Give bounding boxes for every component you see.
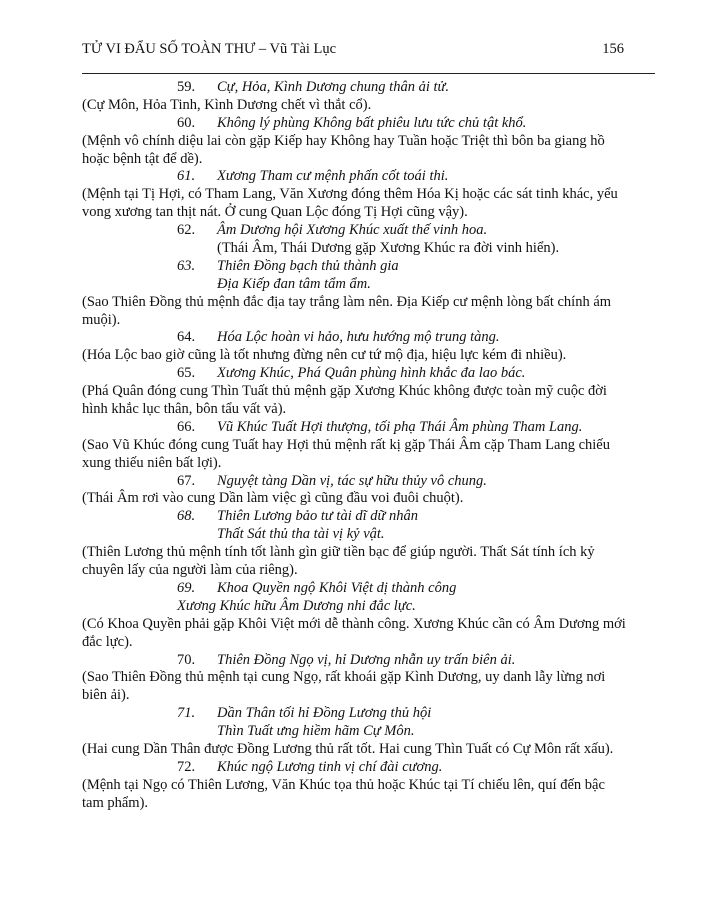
commentary-line: đắc lực).	[82, 633, 133, 650]
verse-text: Vũ Khúc Tuất Hợi thượng, tối phạ Thái Âm phùng Tham Lang.	[217, 418, 583, 435]
verse-line	[82, 329, 655, 347]
verse-number: 64.	[177, 329, 196, 346]
verse-line	[82, 365, 655, 383]
verse-line	[82, 79, 655, 97]
verse-line	[82, 508, 655, 526]
commentary-line: (Sao Thiên Đồng thủ mệnh đắc địa tay trắng làm nên. Địa Kiếp cư mệnh lòng bất chính ám	[82, 293, 612, 310]
verse-text: Xương Khúc, Phá Quân phùng hình khắc đa lao bác.	[217, 365, 526, 382]
verse-text: Nguyệt tàng Dần vị, tác sự hữu thủy vô chung.	[217, 472, 487, 489]
verse-number: 60.	[177, 114, 196, 131]
verse-number: 70.	[177, 651, 196, 668]
verse-text: Không lý phùng Không bất phiêu lưu tức chủ tật khổ.	[217, 114, 527, 131]
commentary-line: (Có Khoa Quyền phải gặp Khôi Việt mới dễ thành công. Xương Khúc cần có Âm Dương mới	[82, 615, 626, 632]
verse-line	[82, 168, 655, 186]
verse-number: 66.	[177, 418, 196, 435]
verse-number: 63.	[177, 257, 196, 274]
verse-line	[82, 652, 655, 670]
verse-continuation: Thất Sát thủ tha tài vị kỷ vật.	[217, 526, 385, 543]
verse-number: 68.	[177, 508, 196, 525]
commentary-line: (Thái Âm rơi vào cung Dần làm việc gì cũng đầu voi đuôi chuột).	[82, 490, 464, 507]
commentary-line: (Hóa Lộc bao giờ cũng là tốt nhưng đừng nên cư tứ mộ địa, hiệu lực kém đi nhiều).	[82, 347, 567, 364]
page-number: 156	[602, 41, 624, 57]
verse-text: Xương Tham cư mệnh phấn cốt toái thi.	[217, 168, 449, 185]
verse-line	[82, 473, 655, 491]
verse-text: Âm Dương hội Xương Khúc xuất thế vinh hoa.	[217, 222, 488, 239]
commentary-line: hình khắc lục thân, bôn tẩu vất vả).	[82, 401, 287, 418]
running-title: TỬ VI ĐẨU SỐ TOÀN THƯ – Vũ Tài Lục	[82, 41, 337, 57]
verse-line	[82, 222, 655, 240]
verse-continuation: Thìn Tuất ưng hiềm hãm Cự Môn.	[217, 723, 415, 740]
verse-gloss: (Thái Âm, Thái Dương gặp Xương Khúc ra đời vinh hiển).	[217, 240, 560, 257]
verse-number: 72.	[177, 758, 196, 775]
verse-continuation: Địa Kiếp đan tâm tẩm ẩm.	[217, 275, 371, 292]
verse-text: Dần Thân tối hỉ Đồng Lương thủ hội	[217, 705, 432, 722]
verse-number: 59.	[177, 79, 196, 95]
commentary-line: muội).	[82, 311, 121, 328]
commentary-line: chuyên lấy của người làm của riêng).	[82, 562, 298, 579]
verse-line	[82, 115, 655, 133]
verse-number: 61.	[177, 168, 196, 185]
verse-continuation: Xương Khúc hữu Âm Dương nhi đắc lực.	[177, 597, 416, 614]
verse-text: Thiên Đồng bạch thủ thành gia	[217, 257, 399, 274]
commentary-line: (Thiên Lương thủ mệnh tính tốt lành gìn giữ tiền bạc để giúp người. Thất Sát tính ích kỷ	[82, 544, 595, 561]
commentary-line: (Sao Vũ Khúc đóng cung Tuất hay Hợi thủ mệnh rất kị gặp Thái Âm cặp Tham Lang chiếu	[82, 436, 610, 453]
verse-text: Thiên Lương bảo tư tài dĩ dữ nhân	[217, 508, 419, 525]
page-body	[82, 79, 655, 813]
verse-number: 62.	[177, 222, 196, 239]
commentary-line: (Mệnh tại Tị Hợi, có Tham Lang, Văn Xương đóng thêm Hóa Kị hoặc các sát tinh khác, yểu	[82, 186, 618, 203]
commentary-line: vong xương tan thịt nát. Ở cung Quan Lộc đóng Tị Hợi cũng vậy).	[82, 204, 468, 221]
commentary-line: (Phá Quân đóng cung Thìn Tuất thủ mệnh gặp Xương Khúc không được toàn mỹ cuộc đời	[82, 383, 607, 400]
verse-number: 71.	[177, 705, 196, 722]
commentary-line: xung thiếu niên bất lợi).	[82, 454, 222, 471]
commentary-line: tam phẩm).	[82, 794, 149, 811]
verse-line	[82, 419, 655, 437]
verse-text: Khoa Quyền ngộ Khôi Việt dị thành công	[217, 579, 457, 596]
commentary-line: (Cự Môn, Hỏa Tinh, Kình Dương chết vì thắt cổ).	[82, 96, 372, 113]
verse-number: 65.	[177, 365, 196, 382]
commentary-line: (Mệnh tại Ngọ có Thiên Lương, Văn Khúc tọa thủ hoặc Khúc tại Tí chiếu lên, quí đến bậc	[82, 776, 605, 793]
verse-number: 67.	[177, 472, 196, 489]
commentary-line: biên ải).	[82, 687, 130, 704]
verse-text: Khúc ngộ Lương tinh vị chí đài cương.	[217, 758, 443, 775]
verse-line	[82, 580, 655, 598]
header-rule	[82, 73, 655, 74]
verse-line	[82, 258, 655, 276]
commentary-line: (Hai cung Dần Thân được Đồng Lương thủ rất tốt. Hai cung Thìn Tuất có Cự Môn rất xấu).	[82, 740, 614, 757]
commentary-line: (Sao Thiên Đồng thủ mệnh tại cung Ngọ, rất khoái gặp Kình Dương, uy danh lẫy lừng nơi	[82, 669, 606, 686]
commentary-line: hoặc bệnh tật để dề).	[82, 150, 203, 167]
commentary-line: (Mệnh vô chính diệu lai còn gặp Kiếp hay Không hay Tuần hoặc Triệt thì bôn ba giang hồ	[82, 132, 605, 149]
verse-line	[82, 705, 655, 723]
verse-text: Hóa Lộc hoàn vi hảo, hưu hướng mộ trung tàng.	[217, 329, 500, 346]
verse-text: Thiên Đồng Ngọ vị, hỉ Dương nhẫn uy trấn biên ải.	[217, 651, 516, 668]
verse-line	[82, 759, 655, 777]
verse-number: 69.	[177, 579, 196, 596]
verse-text: Cự, Hỏa, Kình Dương chung thân ải tử.	[217, 79, 450, 95]
